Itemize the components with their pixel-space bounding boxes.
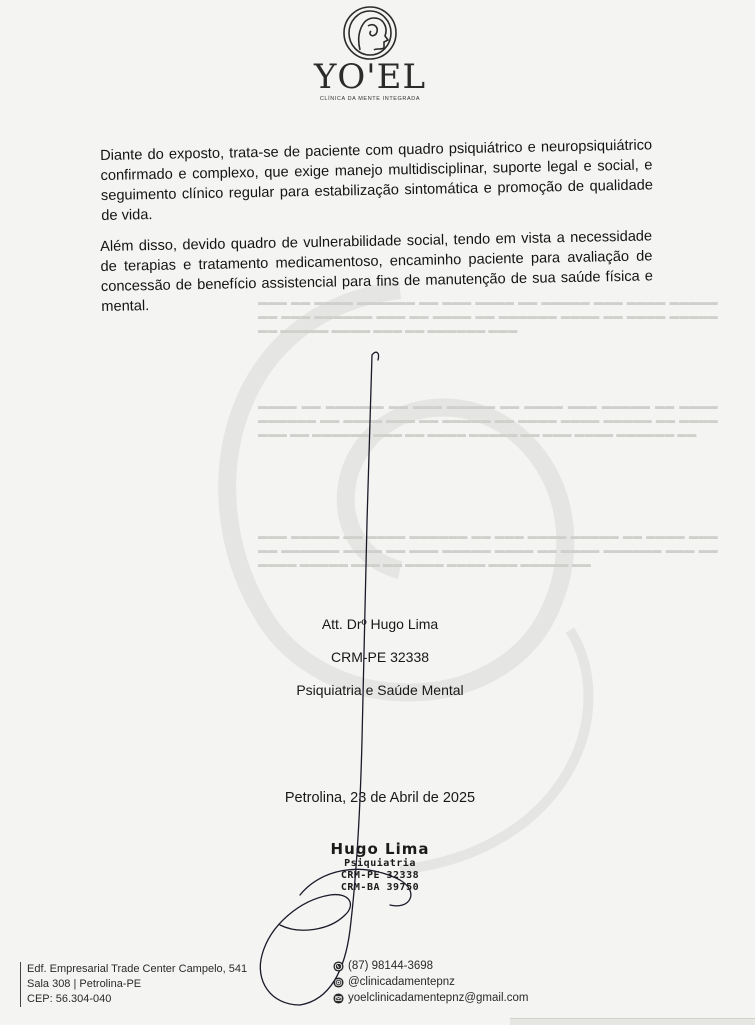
physician-specialty: Psiquiatria e Saúde Mental [296, 682, 464, 698]
body-paragraph-2: Além disso, devido quadro de vulnerabilidade social, tendo em vista a necessidade de terapias e tratamento medicamentoso, encaminho paciente para avaliação de concessão de benefício assistencial para fins de manutenção de sua saúde física e mental. [100, 228, 654, 315]
footer-address [20, 962, 247, 1007]
stamp-crm-ba: CRM-BA 39750 [340, 882, 420, 893]
bleed-through-text: ▬▬▬ ▬▬▬▬▬ ▬▬ ▬▬▬▬ ▬▬▬▬▬▬ ▬▬ ▬▬▬ ▬▬▬▬ ▬▬▬▬▬ ▬▬ ▬▬▬▬ ▬▬▬ ▬▬ ▬▬▬▬▬▬ ▬▬▬▬ ▬▬ ▬▬▬ ▬▬▬▬▬ ▬▬▬▬ ▬▬ ▬▬▬▬ ▬▬▬▬▬▬ ▬▬▬ ▬▬ ▬▬▬▬ ▬▬▬▬▬ ▬▬▬ ▬▬ ▬▬▬▬ ▬▬▬▬ ▬▬▬ ▬▬▬▬▬ ▬▬ [258, 531, 718, 570]
instagram-icon [333, 977, 344, 988]
whatsapp-icon [333, 961, 344, 972]
bleed-through-text: ▬▬▬ ▬▬ ▬▬▬▬ ▬▬▬▬▬▬ ▬▬ ▬▬▬ ▬▬▬▬ ▬▬ ▬▬▬▬▬ ▬▬▬ ▬▬▬▬ ▬▬▬▬▬ ▬▬ ▬▬▬ ▬▬▬▬▬▬ ▬▬▬ ▬▬ ▬▬▬▬ ▬▬ ▬▬▬▬▬▬ ▬▬▬▬ ▬▬ ▬▬▬▬ ▬▬▬▬▬ ▬▬ ▬▬▬▬▬ ▬▬▬▬ ▬▬▬ ▬▬ ▬▬▬▬▬▬ ▬▬▬ [258, 297, 718, 336]
brand-name: YO'EL [313, 57, 427, 97]
instagram-handle: @clinicadamentepnz [348, 976, 455, 988]
stamp-crm-pe: CRM-PE 32338 [340, 870, 420, 881]
phone-number: (87) 98144-3698 [348, 960, 434, 972]
clinic-logo [290, 4, 450, 114]
body-paragraph-1: Diante do exposto, trata-se de paciente com quadro psiquiátrico e neuropsiquiátrico confirmado e complexo, que exige manejo multidisciplinar, suporte legal e social, e seguimento clínico regular para estabilização sintomática e promoção de qualidade de vida. [100, 137, 654, 224]
physician-crm: CRM-PE 32338 [330, 649, 430, 665]
address-line: Sala 308 | Petrolina-PE [27, 978, 142, 990]
email-icon [333, 993, 344, 1004]
contact-instagram [333, 974, 528, 990]
attending-physician: Att. Drº Hugo Lima [321, 616, 439, 632]
physician-stamp [300, 840, 460, 894]
contact-phone [333, 958, 528, 974]
place-and-date: Petrolina, 23 de Abril de 2025 [284, 790, 476, 806]
head-profile-icon [338, 4, 402, 62]
footer-contacts [333, 958, 528, 1006]
address-line: Edf. Empresarial Trade Center Campelo, 541 [27, 963, 248, 975]
email-address: yoelclinicadamentepnz@gmail.com [348, 992, 529, 1004]
stamp-name: Hugo Lima [330, 840, 430, 858]
bleed-through-text: ▬▬▬▬ ▬▬ ▬▬▬▬▬▬ ▬▬ ▬▬▬ ▬▬▬▬▬ ▬▬ ▬▬▬▬ ▬▬▬ ▬▬▬▬▬ ▬▬ ▬▬▬▬ ▬▬▬▬▬▬ ▬▬ ▬▬▬▬ ▬▬▬ ▬▬ ▬▬▬▬▬ ▬▬ ▬▬▬▬ ▬▬▬▬ ▬▬▬▬▬ ▬▬ ▬▬▬▬ ▬▬▬ ▬▬ ▬▬▬▬▬▬ ▬▬▬ ▬▬ ▬▬▬▬ ▬▬▬▬▬ ▬▬ ▬▬▬ ▬▬▬▬ ▬▬▬▬▬▬ ▬▬ [258, 401, 718, 440]
brand-tagline: CLÍNICA DA MENTE INTEGRADA [319, 96, 421, 102]
address-line: CEP: 56.304-040 [27, 993, 112, 1005]
stamp-role: Psiquiatria [344, 858, 416, 869]
contact-email [333, 990, 528, 1006]
